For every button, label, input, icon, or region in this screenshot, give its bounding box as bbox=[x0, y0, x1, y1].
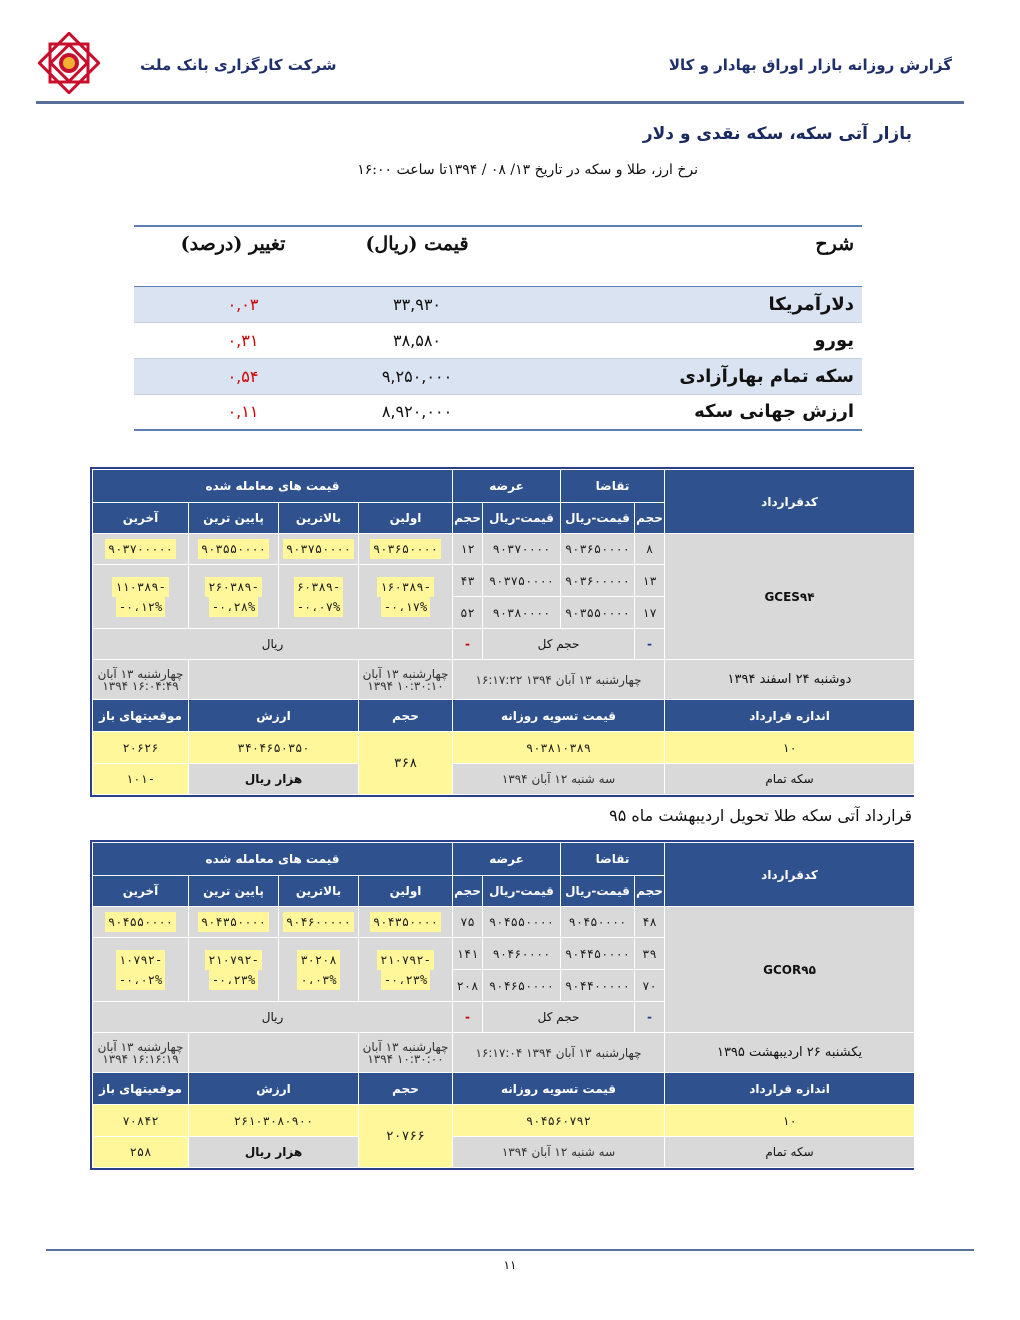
first-price: ۹۰۴۳۵۰۰۰۰ bbox=[370, 912, 441, 932]
bank-mellat-logo bbox=[38, 32, 100, 94]
header-divider bbox=[36, 101, 964, 104]
supply-price: ۹۰۳۸۰۰۰۰ bbox=[483, 597, 561, 629]
contract-table-gcor95 bbox=[90, 840, 914, 1170]
col-demand: تقاضا bbox=[561, 470, 665, 503]
demand-last-time: چهارشنبه ۱۳ آبان ۱۳۹۴ ۱۶:۱۷:۰۴ bbox=[453, 1033, 665, 1073]
summary-row bbox=[134, 358, 862, 394]
col-demand-price: قیمت-ریال bbox=[561, 503, 635, 534]
supply-price: ۹۰۳۷۰۰۰۰ bbox=[483, 534, 561, 565]
col-highest: بالاترین bbox=[279, 876, 359, 907]
col-lowest: پایین ترین bbox=[189, 503, 279, 534]
demand-volume: ۱۳ bbox=[635, 565, 665, 597]
supply-volume: ۷۵ bbox=[453, 907, 483, 938]
company-name: شرکت کارگزاری بانک ملت bbox=[140, 56, 337, 74]
lowest-percent: ۰،۲۸%- bbox=[209, 597, 258, 617]
supply-price: ۹۰۴۵۵۰۰۰۰ bbox=[483, 907, 561, 938]
supply-price: ۹۰۴۶۰۰۰۰ bbox=[483, 938, 561, 970]
demand-volume: ۴۸ bbox=[635, 907, 665, 938]
value-unit: هزار ریال bbox=[189, 764, 359, 795]
summary-name: ارزش جهانی سکه bbox=[572, 394, 862, 430]
page-number: ۱۱ bbox=[503, 1258, 517, 1272]
summary-change: ۰,۵۴ bbox=[134, 358, 292, 394]
lowest-percent: ۰،۲۳%- bbox=[209, 970, 258, 990]
lowest-price: ۹۰۳۵۵۰۰۰۰ bbox=[198, 539, 269, 559]
lowest-change: -۲۱۰۷۹۲ bbox=[205, 950, 262, 970]
summary-price: ۸,۹۲۰,۰۰۰ bbox=[292, 394, 572, 430]
summary-row bbox=[134, 394, 862, 430]
col-volume: حجم bbox=[359, 1073, 453, 1105]
col-last: آخرین bbox=[93, 876, 189, 907]
dash-marker: - bbox=[635, 629, 665, 660]
currency-label: ریال bbox=[93, 1002, 453, 1033]
first-percent: ۰،۱۷%- bbox=[381, 597, 430, 617]
summary-price: ۳۳,۹۳۰ bbox=[292, 286, 572, 322]
supply-volume: ۲۰۸ bbox=[453, 970, 483, 1002]
footer-divider bbox=[46, 1249, 974, 1251]
summary-col-description: شرح bbox=[572, 226, 862, 286]
empty-cell bbox=[189, 660, 359, 700]
demand-price: ۹۰۳۶۰۰۰۰۰ bbox=[561, 565, 635, 597]
first-trade-clock: ۱۰:۳۰:۱۰ ۱۳۹۴ bbox=[367, 678, 444, 693]
demand-price: ۹۰۴۴۵۰۰۰۰ bbox=[561, 938, 635, 970]
last-trade-clock: ۱۶:۱۶:۱۹ ۱۳۹۴ bbox=[102, 1051, 179, 1066]
col-open-positions: موقعیتهای باز bbox=[93, 700, 189, 732]
last-trade-clock: ۱۶:۰۴:۴۹ ۱۳۹۴ bbox=[102, 678, 179, 693]
col-value: ارزش bbox=[189, 700, 359, 732]
highest-price: ۹۰۳۷۵۰۰۰۰ bbox=[283, 539, 354, 559]
col-daily-settlement: قیمت تسویه روزانه bbox=[453, 700, 665, 732]
col-demand: تقاضا bbox=[561, 843, 665, 876]
contract-code: GCOR۹۵ bbox=[665, 907, 915, 1033]
summary-price: ۹,۲۵۰,۰۰۰ bbox=[292, 358, 572, 394]
summary-header-row bbox=[134, 226, 862, 286]
section-title: بازار آتی سکه، سکه نقدی و دلار bbox=[642, 124, 912, 144]
col-contract-code: کدقرارداد bbox=[665, 843, 915, 907]
contract-code: GCES۹۴ bbox=[665, 534, 915, 660]
first-trade-time bbox=[359, 1033, 453, 1073]
dash-marker: - bbox=[453, 1002, 483, 1033]
first-change: -۱۶۰۳۸۹ bbox=[377, 577, 434, 597]
first-price: ۹۰۳۶۵۰۰۰۰ bbox=[370, 539, 441, 559]
first-trade-time bbox=[359, 660, 453, 700]
last-price: ۹۰۳۷۰۰۰۰۰ bbox=[105, 539, 176, 559]
summary-col-price: قیمت (ریال) bbox=[292, 226, 572, 286]
contract-unit: سکه تمام bbox=[665, 1137, 915, 1168]
highest-change: ۳۰۲۰۸ bbox=[297, 950, 339, 970]
last-percent: ۰،۱۲%- bbox=[116, 597, 165, 617]
col-supply: عرضه bbox=[453, 470, 561, 503]
contract-size: ۱۰ bbox=[665, 732, 915, 764]
summary-row bbox=[134, 286, 862, 322]
col-traded-prices: قیمت های معامله شده bbox=[93, 470, 453, 503]
value-unit: هزار ریال bbox=[189, 1137, 359, 1168]
summary-change: ۰,۳۱ bbox=[134, 322, 292, 358]
demand-price: ۹۰۳۵۵۰۰۰۰ bbox=[561, 597, 635, 629]
summary-col-change: تغییر (درصد) bbox=[134, 226, 292, 286]
first-percent: ۰،۲۳%- bbox=[381, 970, 430, 990]
last-change: -۱۱۰۳۸۹ bbox=[112, 577, 169, 597]
open-positions: ۲۰۶۲۶ bbox=[93, 732, 189, 764]
summary-name: دلارآمریکا bbox=[572, 286, 862, 322]
summary-change: ۰,۰۳ bbox=[134, 286, 292, 322]
delivery-date: یکشنبه ۲۶ اردیبهشت ۱۳۹۵ bbox=[665, 1033, 915, 1073]
demand-volume: ۱۷ bbox=[635, 597, 665, 629]
col-value: ارزش bbox=[189, 1073, 359, 1105]
dash-marker: - bbox=[453, 629, 483, 660]
last-trade-date: چهارشنبه ۱۳ آبان bbox=[97, 1039, 184, 1054]
total-volume-label: حجم کل bbox=[483, 629, 635, 660]
trade-value: ۲۶۱۰۳۰۸۰۹۰۰ bbox=[189, 1105, 359, 1137]
supply-volume: ۱۴۱ bbox=[453, 938, 483, 970]
last-trade-time bbox=[93, 1033, 189, 1073]
col-supply: عرضه bbox=[453, 843, 561, 876]
demand-price: ۹۰۴۵۰۰۰۰ bbox=[561, 907, 635, 938]
section-subtitle: نرخ ارز، طلا و سکه در تاریخ ۱۳/ ۰۸ / ۱۳۹۴تا ساعت ۱۶:۰۰ bbox=[357, 162, 698, 178]
col-volume: حجم bbox=[359, 700, 453, 732]
open-positions: ۷۰۸۴۲ bbox=[93, 1105, 189, 1137]
col-first: اولین bbox=[359, 503, 453, 534]
demand-volume: ۸ bbox=[635, 534, 665, 565]
col-supply-price: قیمت-ریال bbox=[483, 876, 561, 907]
currency-label: ریال bbox=[93, 629, 453, 660]
dash-marker: - bbox=[635, 1002, 665, 1033]
total-volume-label: حجم کل bbox=[483, 1002, 635, 1033]
last-price: ۹۰۴۵۵۰۰۰۰ bbox=[105, 912, 176, 932]
contract-size: ۱۰ bbox=[665, 1105, 915, 1137]
empty-cell bbox=[189, 1033, 359, 1073]
total-volume: ۳۶۸ bbox=[359, 732, 453, 795]
supply-volume: ۴۳ bbox=[453, 565, 483, 597]
supply-volume: ۵۲ bbox=[453, 597, 483, 629]
highest-percent: ۰،۰۷%- bbox=[294, 597, 343, 617]
highest-change: -۶۰۳۸۹ bbox=[294, 577, 343, 597]
first-trade-clock: ۱۰:۳۰:۰۰ ۱۳۹۴ bbox=[367, 1051, 444, 1066]
settlement-date: سه شنبه ۱۲ آبان ۱۳۹۴ bbox=[453, 764, 665, 795]
highest-percent: ۰،۰۳% bbox=[297, 970, 339, 990]
supply-volume: ۱۲ bbox=[453, 534, 483, 565]
col-demand-price: قیمت-ریال bbox=[561, 876, 635, 907]
demand-price: ۹۰۴۴۰۰۰۰۰ bbox=[561, 970, 635, 1002]
summary-name: یورو bbox=[572, 322, 862, 358]
contract-table-gces94 bbox=[90, 467, 914, 797]
summary-name: سکه تمام بهارآزادی bbox=[572, 358, 862, 394]
col-supply-volume: حجم bbox=[453, 503, 483, 534]
supply-price: ۹۰۴۶۵۰۰۰۰ bbox=[483, 970, 561, 1002]
settlement-date: سه شنبه ۱۲ آبان ۱۳۹۴ bbox=[453, 1137, 665, 1168]
last-percent: ۰،۰۲%- bbox=[116, 970, 165, 990]
settlement-price: ۹۰۴۵۶۰۷۹۲ bbox=[453, 1105, 665, 1137]
fx-gold-summary-table bbox=[134, 225, 862, 431]
demand-price: ۹۰۳۶۵۰۰۰۰ bbox=[561, 534, 635, 565]
demand-volume: ۷۰ bbox=[635, 970, 665, 1002]
summary-price: ۳۸,۵۸۰ bbox=[292, 322, 572, 358]
summary-change: ۰,۱۱ bbox=[134, 394, 292, 430]
col-last: آخرین bbox=[93, 503, 189, 534]
col-traded-prices: قیمت های معامله شده bbox=[93, 843, 453, 876]
supply-price: ۹۰۳۷۵۰۰۰۰ bbox=[483, 565, 561, 597]
demand-last-time: چهارشنبه ۱۳ آبان ۱۳۹۴ ۱۶:۱۷:۲۲ bbox=[453, 660, 665, 700]
col-demand-volume: حجم bbox=[635, 503, 665, 534]
open-positions-change: -۱۰۱ bbox=[93, 764, 189, 795]
lowest-change: -۲۶۰۳۸۹ bbox=[205, 577, 262, 597]
col-first: اولین bbox=[359, 876, 453, 907]
delivery-date: دوشنبه ۲۴ اسفند ۱۳۹۴ bbox=[665, 660, 915, 700]
col-demand-volume: حجم bbox=[635, 876, 665, 907]
first-change: -۲۱۰۷۹۲ bbox=[377, 950, 434, 970]
open-positions-change: ۲۵۸ bbox=[93, 1137, 189, 1168]
first-trade-date: چهارشنبه ۱۳ آبان bbox=[362, 666, 449, 681]
last-change: -۱۰۷۹۲ bbox=[116, 950, 165, 970]
col-supply-price: قیمت-ریال bbox=[483, 503, 561, 534]
col-open-positions: موقعیتهای باز bbox=[93, 1073, 189, 1105]
first-trade-date: چهارشنبه ۱۳ آبان bbox=[362, 1039, 449, 1054]
col-supply-volume: حجم bbox=[453, 876, 483, 907]
col-daily-settlement: قیمت تسویه روزانه bbox=[453, 1073, 665, 1105]
last-trade-time bbox=[93, 660, 189, 700]
contract-gcor95-title: قرارداد آتی سکه طلا تحویل اردیبهشت ماه ۹۵ bbox=[609, 806, 912, 825]
contract-unit: سکه تمام bbox=[665, 764, 915, 795]
lowest-price: ۹۰۴۳۵۰۰۰۰ bbox=[198, 912, 269, 932]
last-trade-date: چهارشنبه ۱۳ آبان bbox=[97, 666, 184, 681]
col-contract-size: اندازه قرارداد bbox=[665, 1073, 915, 1105]
report-title: گزارش روزانه بازار اوراق بهادار و کالا bbox=[668, 56, 952, 74]
demand-volume: ۳۹ bbox=[635, 938, 665, 970]
col-contract-size: اندازه قرارداد bbox=[665, 700, 915, 732]
summary-row bbox=[134, 322, 862, 358]
col-lowest: پایین ترین bbox=[189, 876, 279, 907]
highest-price: ۹۰۴۶۰۰۰۰۰ bbox=[283, 912, 354, 932]
col-highest: بالاترین bbox=[279, 503, 359, 534]
total-volume: ۲۰۷۶۶ bbox=[359, 1105, 453, 1168]
trade-value: ۳۴۰۴۶۵۰۳۵۰ bbox=[189, 732, 359, 764]
settlement-price: ۹۰۳۸۱۰۳۸۹ bbox=[453, 732, 665, 764]
col-contract-code: کدقرارداد bbox=[665, 470, 915, 534]
